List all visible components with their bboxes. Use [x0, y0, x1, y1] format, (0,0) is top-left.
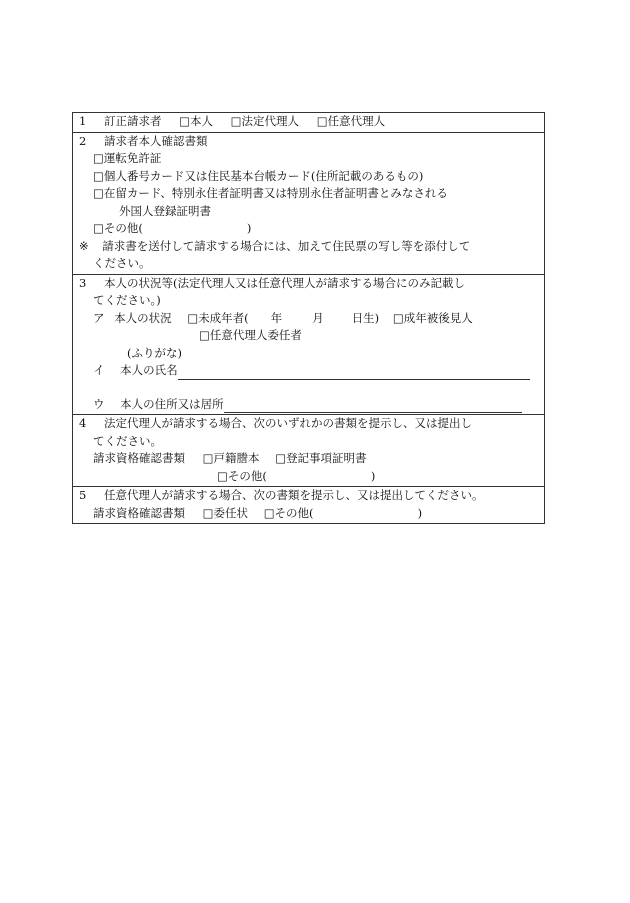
note-line-1: 請求書を送付して請求する場合には、加えて住民票の写し等を添付して	[102, 238, 471, 253]
checkbox-self-label: 本人	[190, 114, 214, 128]
checkbox-other-id[interactable]	[79, 220, 542, 238]
checkbox-power-of-attorney[interactable]	[203, 506, 248, 520]
section-4-header	[79, 415, 542, 433]
section-1-number: 1	[79, 114, 87, 128]
section-5-header	[79, 487, 542, 505]
section-4-docs-row	[79, 450, 542, 468]
section-1-row	[79, 113, 542, 131]
residence-card-continuation: 外国人登録証明書	[119, 203, 211, 218]
principal-text: 任意代理人委任者	[209, 328, 302, 342]
item-a-mark: ア	[93, 310, 105, 325]
section-5-docs-row	[79, 505, 542, 523]
other-id-close: )	[246, 221, 252, 235]
checkbox-family-register[interactable]	[203, 451, 260, 465]
day-label: 日生)	[351, 310, 380, 325]
section-2-number: 2	[79, 133, 87, 148]
name-row	[79, 362, 542, 380]
section-5	[73, 486, 544, 523]
checkbox-individual-number-card[interactable]	[79, 168, 542, 186]
address-field[interactable]	[224, 398, 522, 413]
section-3-title-line-2: てください。)	[93, 293, 161, 307]
individual-number-card-label: 個人番号カード又は住民基本台帳カード(住所記載のあるもの)	[103, 168, 424, 183]
principal-label	[199, 328, 302, 342]
other-id-label	[93, 221, 143, 235]
checkbox-legal-agent-label: 法定代理人	[241, 114, 300, 128]
other-legal-doc-text: その他(	[227, 468, 267, 483]
adult-guardian-label: 成年被後見人	[403, 310, 473, 325]
checkbox-voluntary-agent[interactable]	[317, 114, 385, 128]
section-2-header	[79, 133, 542, 151]
month-label: 月	[312, 310, 324, 325]
request-form-table	[72, 112, 545, 524]
note-line-2: ください。	[93, 256, 151, 270]
section-5-number: 5	[79, 488, 87, 502]
checkbox-minor[interactable]	[187, 311, 248, 325]
checkbox-principal[interactable]	[79, 327, 542, 345]
section-4-title-line-2: てください。	[93, 433, 162, 448]
other-voluntary-doc-close: )	[417, 505, 423, 520]
other-legal-doc-close: )	[370, 468, 376, 483]
section-3-title-line-1: 本人の状況等(法定代理人又は任意代理人が請求する場合にのみ記載し	[103, 275, 465, 290]
section-5-title: 任意代理人が請求する場合、次の書類を提示し、又は提出してください。	[103, 488, 484, 502]
power-of-attorney-label: 委任状	[213, 505, 249, 520]
section-2	[73, 132, 544, 274]
section-4	[73, 414, 544, 486]
checkbox-registry-certificate[interactable]	[275, 451, 366, 465]
item-i-mark: イ	[93, 363, 105, 377]
section-4-number: 4	[79, 416, 87, 430]
section-2-note	[79, 238, 542, 256]
status-row	[79, 310, 542, 328]
section-4-doc-label: 請求資格確認書類	[93, 451, 185, 465]
section-1-title: 訂正請求者	[103, 114, 162, 128]
section-3-number: 3	[79, 275, 87, 290]
checkbox-drivers-license[interactable]	[79, 150, 542, 168]
section-2-title: 請求者本人確認書類	[103, 133, 208, 148]
section-3	[73, 274, 544, 415]
minor-label: 未成年者(	[198, 310, 249, 325]
residence-card-label: 在留カード、特別永住者証明書又は特別永住者証明書とみなされる	[103, 186, 448, 200]
checkbox-other-legal-doc[interactable]	[79, 468, 542, 486]
address-row	[79, 396, 542, 414]
name-field[interactable]	[178, 365, 530, 380]
section-4-title-line-1: 法定代理人が請求する場合、次のいずれかの書類を提示し、又は提出し	[103, 416, 472, 430]
name-label: 本人の氏名	[120, 363, 178, 377]
section-3-header	[79, 275, 542, 293]
checkbox-self[interactable]	[179, 114, 213, 128]
status-label: 本人の状況	[114, 310, 172, 325]
drivers-license-label: 運転免許証	[103, 151, 162, 165]
address-label: 本人の住所又は居所	[120, 396, 224, 411]
other-legal-doc-label	[217, 469, 267, 483]
checkbox-adult-guardian[interactable]	[393, 311, 473, 325]
year-label: 年	[270, 310, 283, 325]
furigana-label: (ふりがな)	[127, 345, 182, 360]
item-u-mark: ウ	[93, 396, 105, 411]
other-voluntary-doc-text: その他(	[274, 505, 314, 520]
note-mark: ※	[79, 238, 89, 253]
checkbox-legal-agent[interactable]	[231, 114, 299, 128]
registry-certificate-label: 登記事項証明書	[286, 451, 367, 465]
other-id-text: その他(	[103, 221, 143, 235]
checkbox-residence-card[interactable]	[79, 185, 542, 203]
section-5-doc-label: 請求資格確認書類	[93, 505, 185, 520]
section-1	[73, 113, 544, 132]
family-register-label: 戸籍謄本	[213, 451, 260, 465]
checkbox-other-voluntary-doc[interactable]	[264, 506, 314, 520]
checkbox-voluntary-agent-label: 任意代理人	[327, 114, 386, 128]
